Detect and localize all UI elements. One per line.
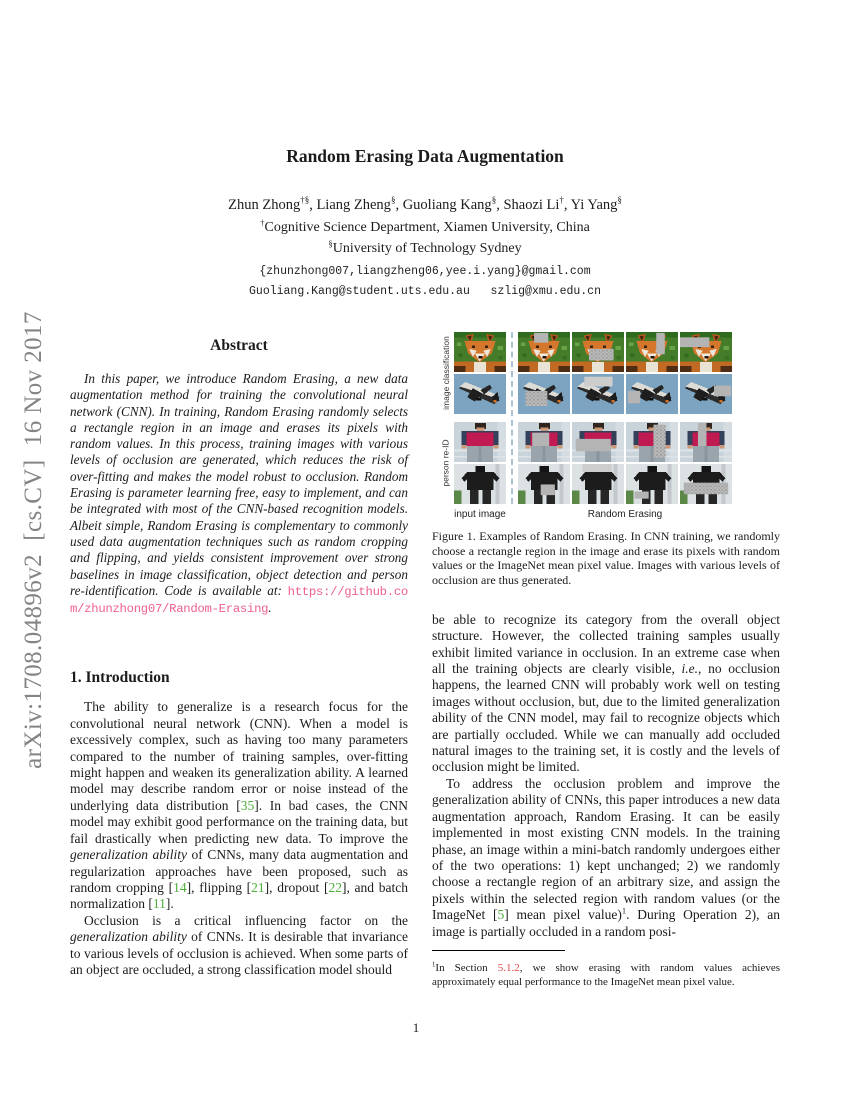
figure-image-p2-col0 (454, 464, 506, 504)
citation-link[interactable]: 21 (251, 879, 265, 895)
text-run: ] mean pixel value) (504, 907, 622, 923)
text-run: , Guoliang Kang (395, 197, 492, 213)
figure-image-p1-col2 (572, 422, 624, 462)
figure-image-p1-col3 (626, 422, 678, 462)
figure-image-p1-col4 (680, 422, 732, 462)
text-run: § (328, 237, 333, 248)
text-run: 1 (432, 961, 436, 969)
citation-link[interactable]: 14 (173, 879, 187, 895)
figure-image-fox-col0 (454, 332, 506, 372)
text-run: ], flipping [ (186, 879, 252, 895)
abstract-heading: Abstract (210, 337, 268, 354)
figure-image-plane-col1 (518, 374, 570, 414)
figure-image-p2-col4 (680, 464, 732, 504)
citation-link[interactable]: 5 (497, 907, 505, 923)
affiliation-1 (0, 218, 850, 239)
authors-line (0, 197, 850, 214)
text-run: 1 (621, 906, 627, 916)
footnote-text (432, 962, 780, 989)
text-run: † (260, 217, 265, 228)
affiliation-2 (0, 239, 850, 260)
footnote-rule (432, 950, 565, 951)
figure-image-fox-col2 (572, 332, 624, 372)
text-run: , we show erasing with random values achieves approximately equal performance to the ImageNet mean pixel value. (432, 961, 780, 988)
text-run: i.e. (681, 661, 699, 677)
figure-image-fox-col3 (626, 332, 678, 372)
intro-paragraph-2 (70, 913, 408, 979)
intro-paragraph-1 (70, 699, 408, 912)
figure-image-p2-col2 (572, 464, 624, 504)
text-run: , Yi Yang (563, 197, 618, 213)
text-run: The ability to generalize is a research focus for the convolutional neural network (CNN). When a model is excessively complex, such as having too many parameters compared to the number of training samples, over-fitting might happen and weaken its generalization ability. A learned model may describe random error or noise instead of the underlying data distribution [ (70, 699, 408, 813)
rightcol-paragraph-1 (432, 612, 780, 776)
text-run: , no occlusion happens, the learned CNN will probably work well on testing images without occlusion, but, due to the limited generalization ability of the CNN model, may fail to recognize objects which are partially occluded. While we can manually add occluded natural images to the training set, it is costly and the levels of occlusion might be limited. (432, 661, 780, 775)
text-run: ], and batch normalization [ (70, 879, 408, 912)
figure-image-p2-col3 (626, 464, 678, 504)
text-run: †§ (300, 195, 310, 206)
text-run: generalization ability (70, 929, 187, 945)
left-column (70, 337, 408, 978)
figure-image-p2-col1 (518, 464, 570, 504)
abstract-body (70, 371, 408, 617)
figure-dashed-divider (508, 332, 516, 504)
email-line-2: Guoliang.Kang@student.uts.edu.au szlig@xmu.edu.cn (249, 285, 601, 298)
text-run: Occlusion is a critical influencing factor on the (84, 912, 408, 928)
figure-row-label-text: image classification (441, 336, 452, 410)
figure-image-plane-col4 (680, 374, 732, 414)
figure-image-plane-col0 (454, 374, 506, 414)
page-number: 1 (412, 1020, 420, 1035)
figure-grid (440, 332, 780, 520)
text-run: In Section (435, 961, 498, 974)
section-ref[interactable]: 5.1.2 (497, 961, 520, 974)
figure-image-plane-col2 (572, 374, 624, 414)
text-run: University of Technology Sydney (332, 240, 522, 256)
text-run: . (268, 600, 272, 616)
figure-label-random-erasing: Random Erasing (587, 509, 663, 520)
paper-header (0, 146, 850, 298)
right-column (432, 332, 780, 1000)
text-run: of CNNs. It is desirable that invariance to various levels of occlusion is achieved. When some parts of an object are occluded, a strong classification model should (70, 929, 408, 977)
figure-image-fox-col1 (518, 332, 570, 372)
figure-row-label-image-classification (440, 332, 452, 414)
figure-image-fox-col4 (680, 332, 732, 372)
arxiv-watermark: arXiv:1708.04896v2 [cs.CV] 16 Nov 2017 (20, 311, 47, 769)
text-run: ]. In bad cases, the CNN model may exhibit good performance on the training data, but fail drastically when predicting new data. To improve the (70, 797, 408, 846)
text-run: Zhun Zhong (228, 197, 301, 213)
section-heading-introduction: 1. Introduction (70, 669, 170, 687)
paper-title: Random Erasing Data Augmentation (286, 146, 564, 166)
figure-image-p1-col1 (518, 422, 570, 462)
text-run: † (559, 195, 564, 206)
text-run: of CNNs, many data augmentation and regularization approaches have been proposed, such as random cropping [ (70, 847, 408, 895)
text-run: In this paper, we introduce Random Erasing, a new data augmentation method for training the convolutional neural network (CNN). In training, Random Erasing randomly selects a rectangle region in an image and erases its pixels with random values. In this process, training images with various levels of occlusion are generated, which reduces the risk of over-fitting and makes the model robust to occlusion. Random Erasing is parameter learning free, easy to implement, and can be integrated with most of the CNN-based recognition models. Albeit simple, Random Erasing is complementary to commonly used data augmentation techniques such as random cropping and flipping, and yields consistent improvement over strong baselines in image classification, object detection and person re-identification. Code is available at: (70, 371, 408, 598)
citation-link[interactable]: 11 (152, 896, 166, 912)
text-run: § (617, 195, 622, 206)
email-line-1: {zhunzhong007,liangzheng06,yee.i.yang}@gmail.com (259, 265, 591, 278)
text-run: , Shaozi Li (496, 197, 560, 213)
url-link[interactable]: https://github.com/zhunzhong07/Random-Erasing (70, 584, 408, 617)
text-run: . During Operation 2), an image is partially occluded in a random posi- (432, 907, 780, 939)
text-run: be able to recognize its category from the overall object structure. However, the collected training samples usually exhibit limited variance in occlusion. In an extreme case when all the training objects are clearly visible, (432, 611, 780, 677)
figure-caption: Figure 1. Examples of Random Erasing. In CNN training, we randomly choose a rectangle region in the image and erase its pixels with random values or the ImageNet mean pixel value. Images with various levels of occlusion are thus generated. (432, 529, 780, 588)
text-run: Cognitive Science Department, Xiamen University, China (264, 220, 590, 235)
text-run: ]. (165, 896, 174, 912)
figure-row-label-text: person re-ID (441, 439, 451, 487)
text-run: To address the occlusion problem and improve the generalization ability of CNNs, this paper introduces a new data augmentation approach, Random Erasing. It can be easily implemented in most existing CNN models. In the training phase, an image within a mini-batch randomly undergoes either of the two operations: 1) kept unchanged; 2) we randomly choose a rectangle region of an arbitrary size, and assign the pixels within the selected region with random values (or the ImageNet [ (432, 775, 780, 923)
text-run: generalization ability (70, 847, 188, 863)
citation-link[interactable]: 35 (240, 797, 255, 813)
text-run: § (390, 195, 396, 206)
figure-image-p1-col0 (454, 422, 506, 462)
figure-row-label-person-reid (440, 422, 452, 504)
figure-image-plane-col3 (626, 374, 678, 414)
figure-label-input-image: input image (454, 509, 506, 520)
citation-link[interactable]: 22 (328, 879, 342, 895)
footnote-block (432, 950, 780, 989)
text-run: , Liang Zheng (309, 197, 391, 213)
text-run: § (491, 195, 497, 206)
rightcol-paragraph-2 (432, 776, 780, 940)
text-run: ], dropout [ (264, 879, 329, 895)
